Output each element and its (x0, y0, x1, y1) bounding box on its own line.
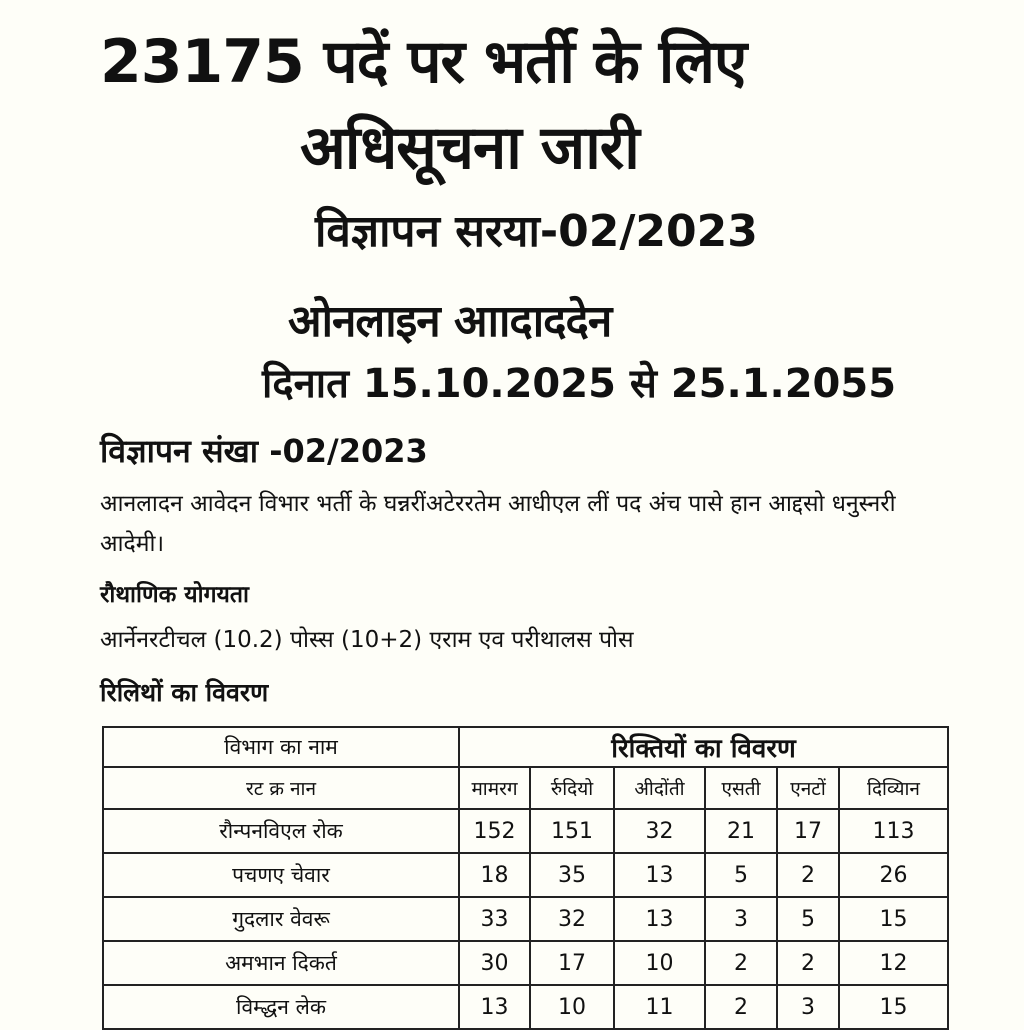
value-cell: 2 (777, 941, 839, 985)
department-name-header: विभाग का नाम (103, 727, 459, 767)
table-row (103, 809, 948, 853)
value-cell: 32 (530, 897, 614, 941)
value-cell: 2 (777, 853, 839, 897)
value-cell: 13 (614, 897, 705, 941)
value-cell: 30 (459, 941, 530, 985)
table-row (103, 941, 948, 985)
value-cell: 5 (777, 897, 839, 941)
column-header: एसती (705, 767, 777, 809)
value-cell: 17 (530, 941, 614, 985)
table-row (103, 985, 948, 1029)
value-cell: 21 (705, 809, 777, 853)
post-name-cell: पचणए चेवार (103, 853, 459, 897)
advertisement-number-heading: विज्ञापन सरया-02/2023 (315, 206, 758, 257)
post-name-cell: रौन्पनविएल रोक (103, 809, 459, 853)
online-application-heading: ओनलाइन आादाददेन (288, 296, 612, 347)
value-cell: 13 (614, 853, 705, 897)
value-cell: 3 (705, 897, 777, 941)
value-cell: 15 (839, 897, 948, 941)
qualification-heading: रौथाणिक योगयता (100, 582, 249, 608)
value-cell: 2 (705, 985, 777, 1029)
table-row (103, 853, 948, 897)
post-name-cell: अमभान दिकर्त (103, 941, 459, 985)
notice-title-line2: अधिसूचना जारी (300, 113, 639, 183)
value-cell: 18 (459, 853, 530, 897)
value-cell: 10 (614, 941, 705, 985)
column-header: दिव्यिान (839, 767, 948, 809)
table-row (103, 897, 948, 941)
column-header: अीदोंती (614, 767, 705, 809)
value-cell: 113 (839, 809, 948, 853)
value-cell: 5 (705, 853, 777, 897)
value-cell: 13 (459, 985, 530, 1029)
value-cell: 12 (839, 941, 948, 985)
value-cell: 3 (777, 985, 839, 1029)
vacancy-section-heading: रिलिथों का विवरण (100, 678, 269, 707)
column-header: एनटों (777, 767, 839, 809)
advertisement-number-subheading: विज्ञापन संखा -02/2023 (100, 432, 428, 470)
notice-title-line1: 23175 पदें पर भर्ती के लिए (100, 27, 747, 97)
value-cell: 17 (777, 809, 839, 853)
table-header-row-1 (103, 727, 948, 767)
value-cell: 32 (614, 809, 705, 853)
value-cell: 15 (839, 985, 948, 1029)
value-cell: 33 (459, 897, 530, 941)
vacancy-table (102, 726, 949, 1030)
application-date-range: दिनात 15.10.2025 से 25.1.2055 (262, 361, 897, 407)
value-cell: 35 (530, 853, 614, 897)
vacancy-details-header: रिक्तियों का विवरण (459, 727, 948, 767)
value-cell: 152 (459, 809, 530, 853)
value-cell: 2 (705, 941, 777, 985)
value-cell: 151 (530, 809, 614, 853)
value-cell: 26 (839, 853, 948, 897)
value-cell: 10 (530, 985, 614, 1029)
column-header: र्रुदियो (530, 767, 614, 809)
column-header: मामरग (459, 767, 530, 809)
post-name-header: रट क्र नान (103, 767, 459, 809)
post-name-cell: गुदलार वेवरू (103, 897, 459, 941)
value-cell: 11 (614, 985, 705, 1029)
intro-paragraph: आनलादन आवेदन विभार भर्ती के घन्नरींअटेररतेम आधीएल लीं पद अंच पासे हान आद्दसो धनुस्नरी आदेमी। (100, 491, 896, 557)
post-name-cell: विम्द्धन लेक (103, 985, 459, 1029)
qualification-text: आर्नेनरटीचल (10.2) पोस्स (10+2) एराम एव परीथालस पोस (100, 627, 634, 653)
table-header-row-2 (103, 767, 948, 809)
